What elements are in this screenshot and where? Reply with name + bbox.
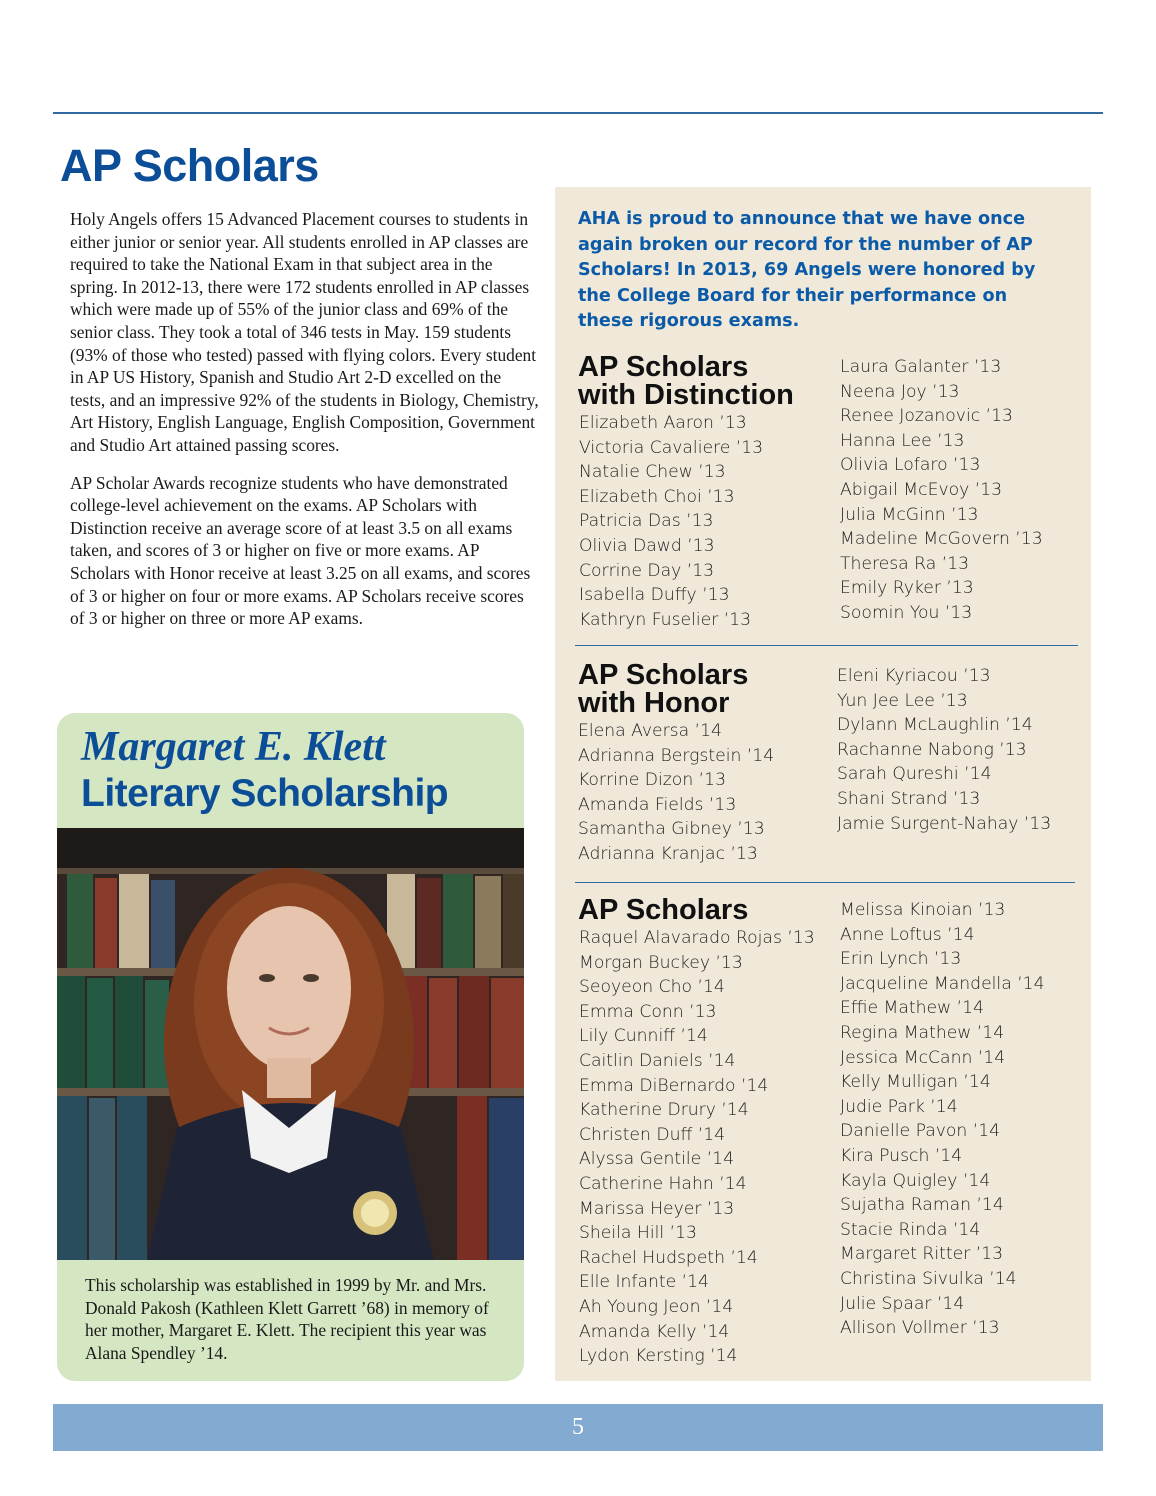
list-item: Marissa Heyer ’13 xyxy=(579,1198,735,1219)
list-item: Isabella Duffy ’13 xyxy=(579,585,730,606)
list-item: Samantha Gibney ’13 xyxy=(578,819,765,840)
list-item: Margaret Ritter ’13 xyxy=(840,1244,1004,1265)
list-item: Ah Young Jeon ’14 xyxy=(579,1296,734,1317)
list-item: Theresa Ra ’13 xyxy=(840,553,970,574)
list-item: Natalie Chew ’13 xyxy=(579,462,726,483)
list-item: Regina Mathew ’14 xyxy=(840,1022,1005,1043)
list-item: Patricia Das ’13 xyxy=(579,511,714,532)
list-item: Allison Vollmer ’13 xyxy=(840,1318,1000,1339)
list-item: Adrianna Bergstein ’14 xyxy=(578,745,775,766)
list-item: Judie Park ’14 xyxy=(840,1096,958,1117)
list-item: Hanna Lee ’13 xyxy=(840,430,965,451)
list-item: Elle Infante ’14 xyxy=(579,1272,709,1293)
list-item: Kira Pusch ’14 xyxy=(840,1145,963,1166)
list-item: Rachel Hudspeth ’14 xyxy=(579,1247,758,1268)
list-item: Soomin You ’13 xyxy=(840,602,973,623)
list-item: Alyssa Gentile ’14 xyxy=(579,1149,735,1170)
section-divider xyxy=(575,882,1075,883)
list-item: Eleni Kyriacou ’13 xyxy=(837,666,991,686)
list-item: Victoria Cavaliere ’13 xyxy=(579,437,764,458)
list-item: Julia McGinn ’13 xyxy=(840,504,979,525)
list-item: Erin Lynch ’13 xyxy=(840,949,962,970)
honor-heading-line2: with Honor xyxy=(578,687,730,719)
list-item: Lydon Kersting ’14 xyxy=(579,1346,738,1367)
student-photo xyxy=(57,828,524,1260)
scholars-heading: AP Scholars xyxy=(578,894,749,926)
list-item: Neena Joy ’13 xyxy=(840,381,960,402)
list-item: Katherine Drury ’14 xyxy=(579,1100,749,1121)
intro-text xyxy=(70,208,540,645)
header-rule xyxy=(53,112,1103,114)
honor-heading xyxy=(578,661,748,717)
list-item: Elizabeth Aaron ’13 xyxy=(579,413,747,433)
list-item: Julie Spaar ’14 xyxy=(840,1293,965,1314)
list-item: Emma Conn ’13 xyxy=(579,1001,717,1022)
list-item: Stacie Rinda ’14 xyxy=(840,1219,981,1240)
list-item: Christen Duff ’14 xyxy=(579,1124,726,1145)
announcement: AHA is proud to announce that we have once again broken our record for the number of AP Scholars! In 2013, 69 Angels were honored by the College Board for their performance on these rigorous exams. xyxy=(578,209,1036,331)
intro-paragraph-1: Holy Angels offers 15 Advanced Placement courses to students in either junior or senior year. All students enrolled in AP classes are required to take the National Exam in that subject area in the spring. In 2012-13, there were 172 students enrolled in AP classes which were made up of 55% of the junior class and 69% of the senior class. They took a total of 346 tests in May. 159 students (93% of those who tested) passed with flying colors. Every student in AP US History, Spanish and Studio Art 2-D excelled on the tests, and an impressive 92% of the students in Biology, Chemistry, Art History, English Language, English Composition, Government and Studio Art attained passing scores. xyxy=(70,209,539,455)
list-item: Melissa Kinoian ’13 xyxy=(840,900,1006,920)
footer-bar xyxy=(53,1404,1103,1451)
list-item: Morgan Buckey ’13 xyxy=(579,952,743,973)
distinction-list-col2 xyxy=(840,355,1043,626)
list-item: Christina Sivulka ’14 xyxy=(840,1268,1017,1289)
list-item: Rachanne Nabong ’13 xyxy=(837,739,1027,760)
list-item: Amanda Fields ’13 xyxy=(578,794,737,815)
list-item: Raquel Alavarado Rojas ’13 xyxy=(579,928,815,948)
list-item: Emma DiBernardo ’14 xyxy=(579,1075,769,1096)
list-item: Adrianna Kranjac ’13 xyxy=(578,843,758,864)
list-item: Lily Cunniff ’14 xyxy=(579,1026,708,1047)
scholarship-caption: This scholarship was established in 1999 by Mr. and Mrs. Donald Pakosh (Kathleen Klett Garrett ’68) in memory of her mother, Margaret E. Klett. The recipient this year was Alana Spendley ’14. xyxy=(85,1275,489,1363)
page-number: 5 xyxy=(572,1414,584,1440)
list-item: Jessica McCann ’14 xyxy=(840,1047,1006,1068)
scholars-list-col1 xyxy=(579,926,815,1369)
section-divider xyxy=(575,645,1078,646)
scholars-list-col2 xyxy=(840,898,1045,1341)
list-item: Laura Galanter ’13 xyxy=(840,357,1002,377)
list-item: Dylann McLaughlin ’14 xyxy=(837,715,1033,736)
distinction-heading-line2: with Distinction xyxy=(578,379,794,411)
list-item: Seoyeon Cho ’14 xyxy=(579,977,725,998)
list-item: Yun Jee Lee ’13 xyxy=(837,690,968,711)
list-item: Sheila Hill ’13 xyxy=(579,1223,697,1244)
scholarship-title-name: Margaret E. Klett xyxy=(81,724,386,770)
list-item: Sarah Qureshi ’14 xyxy=(837,764,992,785)
list-item: Caitlin Daniels ’14 xyxy=(579,1050,736,1071)
list-item: Korrine Dizon ’13 xyxy=(578,770,727,791)
list-item: Abigail McEvoy ’13 xyxy=(840,479,1003,500)
scholarship-box xyxy=(57,713,524,1381)
list-item: Sujatha Raman ’14 xyxy=(840,1195,1004,1216)
list-item: Effie Mathew ’14 xyxy=(840,998,984,1019)
list-item: Kayla Quigley ’14 xyxy=(840,1170,991,1191)
honors-panel xyxy=(555,187,1091,1381)
honor-list-col2 xyxy=(837,664,1051,836)
list-item: Kelly Mulligan ’14 xyxy=(840,1072,991,1093)
intro-paragraph-2: AP Scholar Awards recognize students who have demonstrated college-level achievement on the exams. AP Scholars with Distinction receive an average score of at least 3.5 on all exams taken, and scores of 3 or higher on five or more exams. AP Scholars with Honor receive at least 3.25 on all exams, and scores of 3 or higher on four or more exams. AP Scholars receive scores of 3 or higher on three or more AP exams. xyxy=(70,472,531,629)
distinction-list-col1 xyxy=(579,411,763,632)
list-item: Shani Strand ’13 xyxy=(837,788,981,809)
list-item: Amanda Kelly ’14 xyxy=(579,1321,730,1342)
list-item: Renee Jozanovic ’13 xyxy=(840,406,1013,427)
honor-list-col1 xyxy=(578,719,774,867)
list-item: Olivia Dawd ’13 xyxy=(579,535,715,556)
list-item: Emily Ryker ’13 xyxy=(840,578,974,599)
list-item: Catherine Hahn ’14 xyxy=(579,1173,747,1194)
list-item: Jacqueline Mandella ’14 xyxy=(840,973,1045,994)
list-item: Elizabeth Choi ’13 xyxy=(579,486,735,507)
distinction-heading xyxy=(578,353,794,409)
page-title: AP Scholars xyxy=(60,140,319,191)
list-item: Anne Loftus ’14 xyxy=(840,924,975,945)
list-item: Elena Aversa ’14 xyxy=(578,721,722,741)
list-item: Danielle Pavon ’14 xyxy=(840,1121,1001,1142)
list-item: Madeline McGovern ’13 xyxy=(840,529,1043,550)
honor-heading-line1: AP Scholars xyxy=(578,659,749,691)
list-item: Kathryn Fuselier ’13 xyxy=(579,609,752,630)
list-item: Jamie Surgent-Nahay ’13 xyxy=(837,813,1052,834)
list-item: Corrine Day ’13 xyxy=(579,560,715,581)
distinction-heading-line1: AP Scholars xyxy=(578,351,749,383)
scholarship-title-subtitle: Literary Scholarship xyxy=(81,772,449,815)
list-item: Olivia Lofaro ’13 xyxy=(840,455,981,476)
